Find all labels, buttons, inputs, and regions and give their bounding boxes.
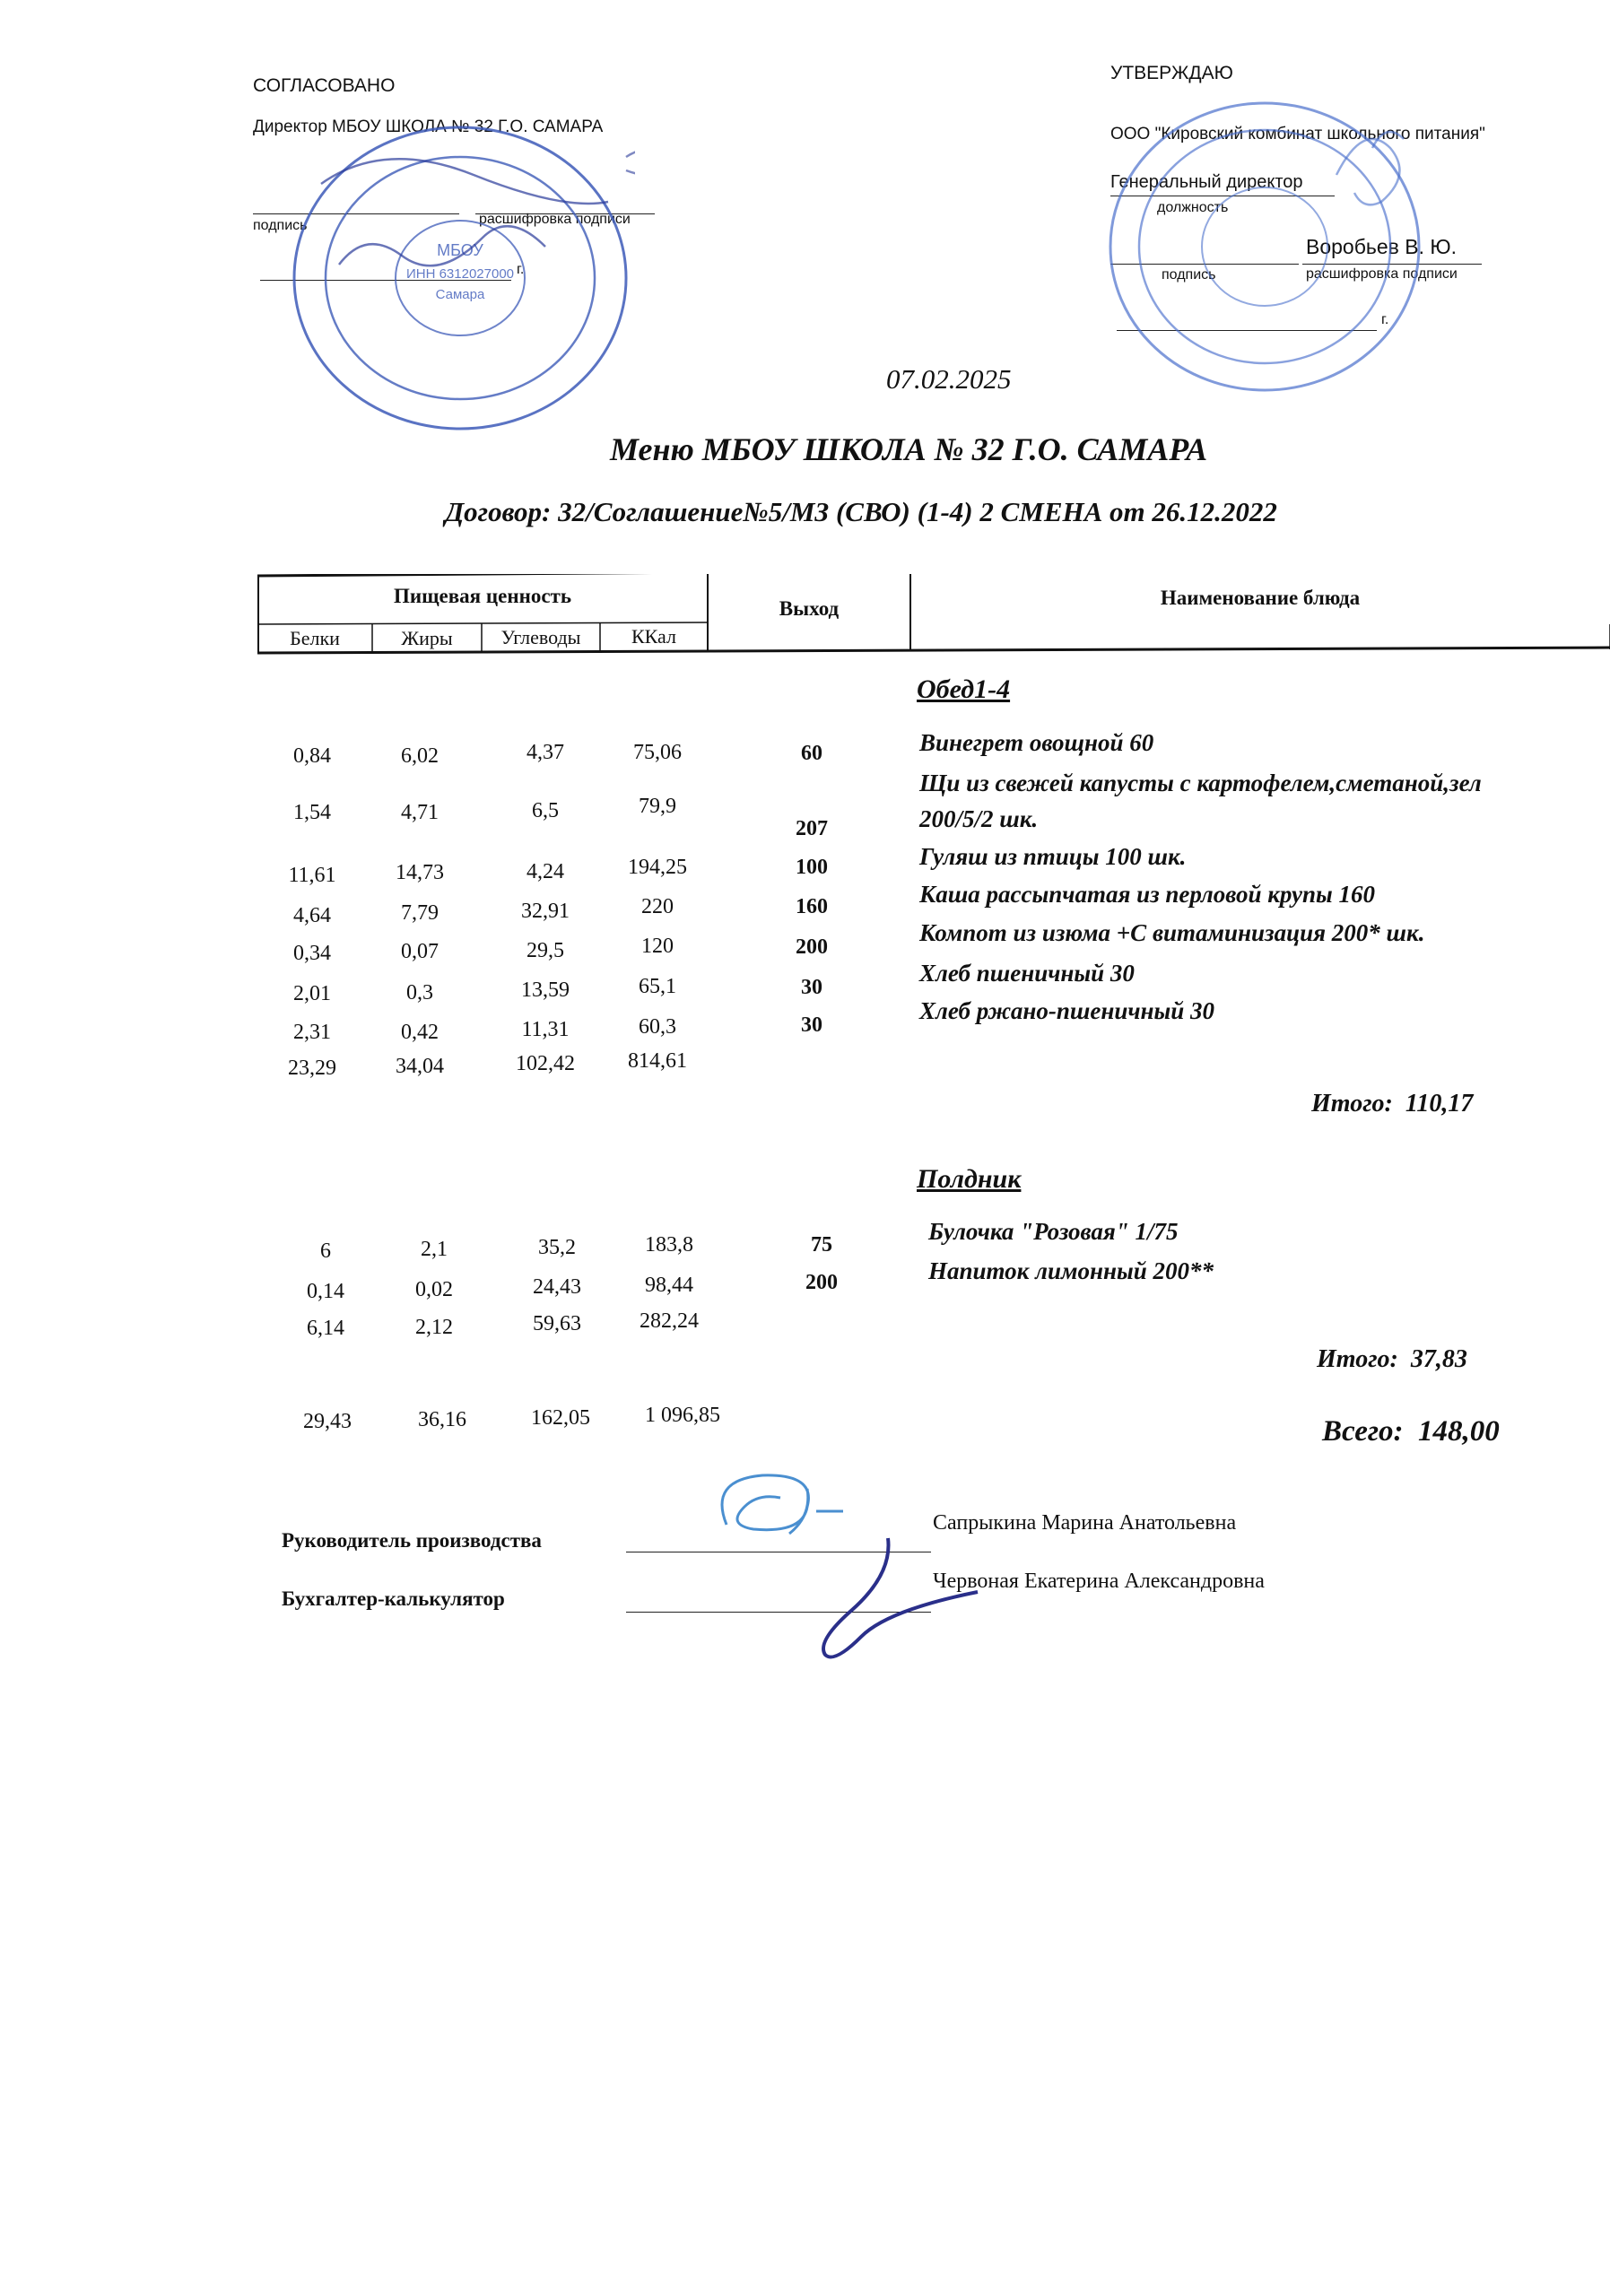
cell-output: 30 <box>801 1013 822 1037</box>
cell-dish-name: Компот из изюма +С витаминизация 200* шк. <box>919 919 1425 946</box>
cell-kcal: 60,3 <box>639 1015 676 1039</box>
cell-kcal: 98,44 <box>645 1274 693 1297</box>
company-seal-stamp <box>1076 94 1435 399</box>
svg-text:МБОУ: МБОУ <box>437 241 483 259</box>
approved-right-org: ООО "Кировский комбинат школьного питания" <box>1110 125 1485 144</box>
snack-sum-label: Итого: <box>1317 1345 1398 1373</box>
total-carbs: 59,63 <box>533 1312 581 1335</box>
cell-output: 200 <box>805 1271 838 1294</box>
svg-text:Самара: Самара <box>435 287 485 302</box>
table-header <box>257 574 1610 655</box>
signature-person: Сапрыкина Марина Анатольевна <box>933 1511 1237 1535</box>
cell-output: 200 <box>796 935 828 959</box>
cell-proteins: 4,64 <box>293 904 331 927</box>
cell-proteins: 11,61 <box>288 864 336 887</box>
cell-dish-name: Щи из свежей капусты с картофелем,сметаной,зел <box>919 770 1482 796</box>
cell-proteins: 0,34 <box>293 942 331 965</box>
grand-sum-label: Всего: <box>1322 1415 1404 1448</box>
cell-fats: 0,02 <box>415 1278 453 1301</box>
cell-kcal: 79,9 <box>639 795 676 818</box>
grand-sum <box>1322 1415 1500 1448</box>
cell-carbs: 29,5 <box>527 939 564 962</box>
grand-fats: 36,16 <box>418 1408 466 1431</box>
total-kcal: 814,61 <box>628 1049 687 1073</box>
cell-dish-name-continued: 200/5/2 шк. <box>919 805 1039 832</box>
cell-output: 207 <box>796 817 828 840</box>
cell-fats: 6,02 <box>401 744 439 768</box>
cell-proteins: 0,14 <box>307 1280 344 1303</box>
cell-output: 75 <box>811 1233 832 1257</box>
signature-role: Бухгалтер-калькулятор <box>282 1587 505 1610</box>
signature-person: Червоная Екатерина Александровна <box>933 1570 1265 1593</box>
cell-kcal: 194,25 <box>628 856 687 879</box>
director-name: Воробьев В. Ю. <box>1306 235 1458 258</box>
cell-output: 30 <box>801 976 822 999</box>
cell-dish-name: Винегрет овощной 60 <box>919 729 1154 756</box>
header-col-fats: Жиры <box>401 627 453 649</box>
cell-kcal: 65,1 <box>639 975 676 998</box>
cell-output: 100 <box>796 856 828 879</box>
cell-proteins: 6 <box>320 1239 331 1263</box>
cell-fats: 14,73 <box>396 861 444 884</box>
cell-fats: 7,79 <box>401 901 439 925</box>
cell-kcal: 120 <box>641 935 674 958</box>
cell-dish-name: Гуляш из птицы 100 шк. <box>919 843 1187 870</box>
snack-sum <box>1317 1345 1467 1374</box>
handwritten-signature-2 <box>789 1529 1005 1664</box>
cell-fats: 0,3 <box>406 981 433 1004</box>
school-seal-stamp <box>285 121 635 435</box>
total-kcal: 282,24 <box>640 1309 699 1333</box>
approved-right-position: Генеральный директор <box>1110 172 1303 192</box>
cell-fats: 0,42 <box>401 1021 439 1044</box>
cell-fats: 2,1 <box>421 1238 448 1261</box>
cell-carbs: 6,5 <box>532 799 559 822</box>
cell-carbs: 24,43 <box>533 1275 581 1299</box>
cell-dish-name: Напиток лимонный 200** <box>928 1257 1214 1284</box>
cell-kcal: 183,8 <box>645 1233 693 1257</box>
header-col-proteins: Белки <box>290 627 340 649</box>
cell-carbs: 4,37 <box>527 741 564 764</box>
cell-output: 160 <box>796 895 828 918</box>
decode-label: расшифровка подписи <box>479 212 631 227</box>
header-col-carbs: Углеводы <box>500 626 581 648</box>
snack-sum-value: 37,83 <box>1410 1345 1467 1373</box>
header-nutrition: Пищевая ценность <box>393 585 571 607</box>
sign-label: подпись <box>253 218 308 233</box>
approved-right-heading: УТВЕРЖДАЮ <box>1110 63 1233 83</box>
total-fats: 2,12 <box>415 1316 453 1339</box>
sign-label: подпись <box>1162 267 1216 283</box>
grand-kcal: 1 096,85 <box>645 1404 720 1427</box>
approved-left-position: Директор МБОУ ШКОЛА № 32 Г.О. САМАРА <box>253 117 604 136</box>
cell-proteins: 1,54 <box>293 801 331 824</box>
grand-carbs: 162,05 <box>531 1406 590 1430</box>
cell-kcal: 75,06 <box>633 741 682 764</box>
cell-carbs: 32,91 <box>521 900 570 923</box>
cell-dish-name: Хлеб ржано-пшеничный 30 <box>919 997 1215 1024</box>
cell-carbs: 11,31 <box>521 1018 570 1041</box>
header-dish-name: Наименование блюда <box>1160 587 1361 609</box>
cell-carbs: 35,2 <box>538 1236 576 1259</box>
header-col-kcal: ККал <box>631 625 676 648</box>
lunch-sum-value: 110,17 <box>1405 1090 1474 1118</box>
total-fats: 34,04 <box>396 1055 444 1078</box>
approved-left-heading: СОГЛАСОВАНО <box>253 75 396 96</box>
decode-label: расшифровка подписи <box>1306 266 1458 282</box>
cell-proteins: 2,01 <box>293 982 331 1005</box>
total-proteins: 23,29 <box>288 1057 336 1080</box>
date-suffix: г. <box>517 262 525 277</box>
document-date: 07.02.2025 <box>886 363 1012 395</box>
cell-dish-name: Булочка "Розовая" 1/75 <box>928 1218 1179 1245</box>
grand-proteins: 29,43 <box>303 1410 352 1433</box>
grand-sum-value: 148,00 <box>1418 1415 1500 1448</box>
section-title-snack: Полдник <box>917 1164 1022 1194</box>
section-title-lunch: Обед1-4 <box>917 674 1011 704</box>
cell-carbs: 13,59 <box>521 978 570 1002</box>
document-title: Меню МБОУ ШКОЛА № 32 Г.О. САМАРА <box>610 431 1208 467</box>
cell-dish-name: Хлеб пшеничный 30 <box>919 960 1135 987</box>
lunch-sum <box>1311 1090 1473 1118</box>
cell-carbs: 4,24 <box>527 860 564 883</box>
cell-dish-name: Каша рассыпчатая из перловой крупы 160 <box>919 881 1376 908</box>
cell-output: 60 <box>801 742 822 765</box>
total-carbs: 102,42 <box>516 1052 575 1075</box>
header-output: Выход <box>779 597 840 620</box>
cell-fats: 0,07 <box>401 940 439 963</box>
date-suffix: г. <box>1381 312 1389 327</box>
cell-proteins: 2,31 <box>293 1021 331 1044</box>
signature-role: Руководитель производства <box>282 1529 542 1552</box>
cell-kcal: 220 <box>641 895 674 918</box>
total-proteins: 6,14 <box>307 1317 344 1340</box>
svg-text:ИНН 6312027000: ИНН 6312027000 <box>405 266 515 282</box>
cell-fats: 4,71 <box>401 801 439 824</box>
contract-line: Договор: 32/Соглашение№5/МЗ (СВО) (1-4) 2 СМЕНА от 26.12.2022 <box>445 496 1277 527</box>
position-label: должность <box>1157 200 1229 215</box>
lunch-sum-label: Итого: <box>1311 1090 1393 1118</box>
cell-proteins: 0,84 <box>293 744 331 768</box>
